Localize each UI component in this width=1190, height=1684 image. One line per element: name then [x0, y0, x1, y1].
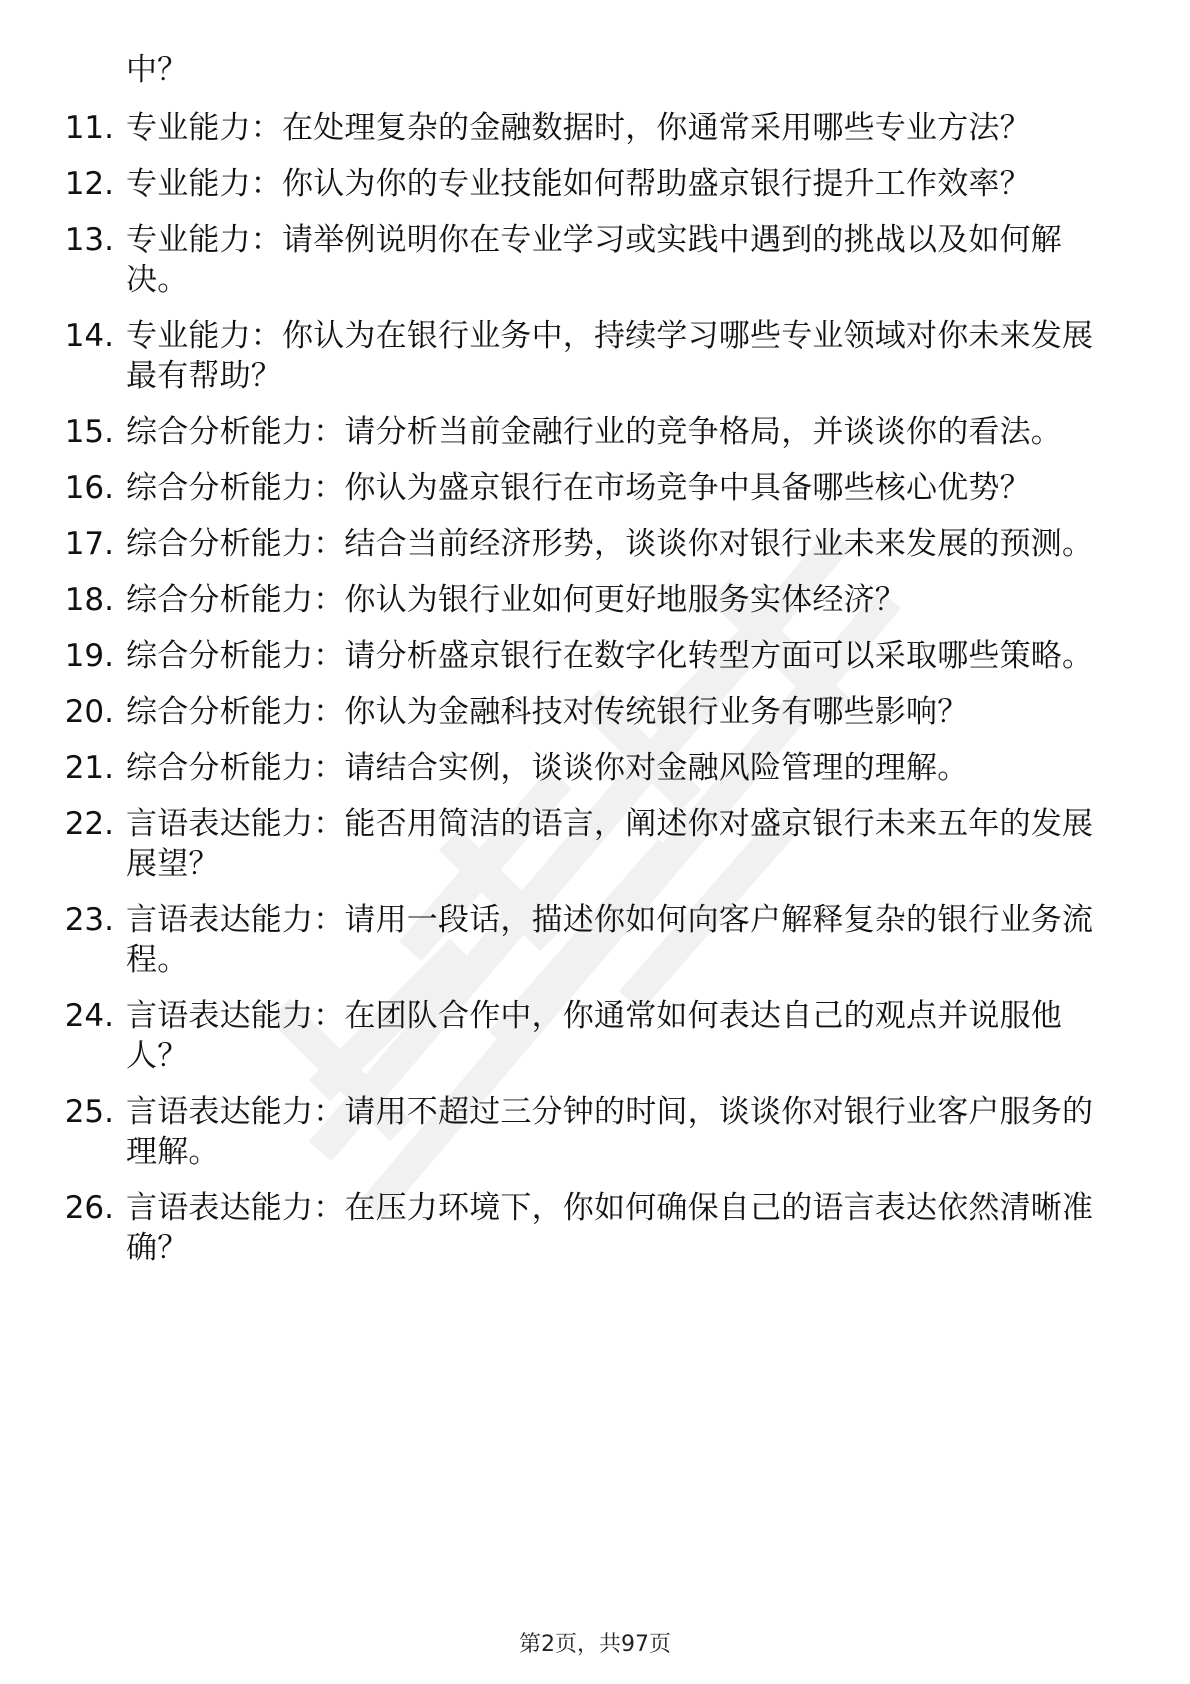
question-text: 综合分析能力：请分析当前金融行业的竞争格局，并谈谈你的看法。: [126, 414, 1062, 450]
question-number: 25.: [64, 1094, 114, 1130]
question-text: 综合分析能力：结合当前经济形势，谈谈你对银行业未来发展的预测。: [126, 526, 1094, 562]
question-number: 19.: [64, 638, 114, 674]
question-list: [0, 108, 1190, 1284]
page-number-footer: 第2页，共97页: [519, 1632, 671, 1657]
question-number: 20.: [64, 694, 114, 730]
question-number: 18.: [64, 582, 114, 618]
question-number: 11.: [64, 110, 114, 146]
question-text: 言语表达能力：在团队合作中，你通常如何表达自己的观点并说服他人？: [126, 998, 1062, 1074]
question-item-17: [0, 524, 1190, 564]
question-number: 21.: [64, 750, 114, 786]
question-number: 26.: [64, 1190, 114, 1226]
question-text: 专业能力：你认为在银行业务中，持续学习哪些专业领域对你未来发展最有帮助？: [126, 318, 1094, 394]
question-text: 言语表达能力：请用不超过三分钟的时间，谈谈你对银行业客户服务的理解。: [126, 1094, 1094, 1170]
question-text: 专业能力：你认为你的专业技能如何帮助盛京银行提升工作效率？: [126, 166, 1031, 202]
question-text: 言语表达能力：能否用简洁的语言，阐述你对盛京银行未来五年的发展展望？: [126, 806, 1094, 882]
question-number: 16.: [64, 470, 114, 506]
question-item-21: [0, 748, 1190, 788]
question-item-24: [0, 996, 1190, 1076]
question-text: 综合分析能力：请分析盛京银行在数字化转型方面可以采取哪些策略。: [126, 638, 1094, 674]
question-item-16: [0, 468, 1190, 508]
question-number: 13.: [64, 222, 114, 258]
question-number: 17.: [64, 526, 114, 562]
question-item-22: [0, 804, 1190, 884]
question-item-20: [0, 692, 1190, 732]
question-item-15: [0, 412, 1190, 452]
question-text: 综合分析能力：请结合实例，谈谈你对金融风险管理的理解。: [126, 750, 969, 786]
question-text: 言语表达能力：在压力环境下，你如何确保自己的语言表达依然清晰准确？: [126, 1190, 1094, 1266]
question-number: 23.: [64, 902, 114, 938]
question-text: 专业能力：请举例说明你在专业学习或实践中遇到的挑战以及如何解决。: [126, 222, 1062, 298]
question-number: 15.: [64, 414, 114, 450]
question-item-12: [0, 164, 1190, 204]
question-item-19: [0, 636, 1190, 676]
question-text: 专业能力：在处理复杂的金融数据时，你通常采用哪些专业方法？: [126, 110, 1031, 146]
question-text: 综合分析能力：你认为金融科技对传统银行业务有哪些影响？: [126, 694, 969, 730]
question-item-25: [0, 1092, 1190, 1172]
question-item-13: [0, 220, 1190, 300]
continued-question-tail: 中？: [126, 52, 188, 88]
question-text: 综合分析能力：你认为银行业如何更好地服务实体经济？: [126, 582, 906, 618]
question-number: 12.: [64, 166, 114, 202]
question-text: 言语表达能力：请用一段话，描述你如何向客户解释复杂的银行业务流程。: [126, 902, 1094, 978]
question-item-26: [0, 1188, 1190, 1268]
question-item-23: [0, 900, 1190, 980]
question-number: 22.: [64, 806, 114, 842]
question-item-11: [0, 108, 1190, 148]
question-text: 综合分析能力：你认为盛京银行在市场竞争中具备哪些核心优势？: [126, 470, 1031, 506]
question-item-18: [0, 580, 1190, 620]
question-number: 14.: [64, 318, 114, 354]
question-item-14: [0, 316, 1190, 396]
question-number: 24.: [64, 998, 114, 1034]
